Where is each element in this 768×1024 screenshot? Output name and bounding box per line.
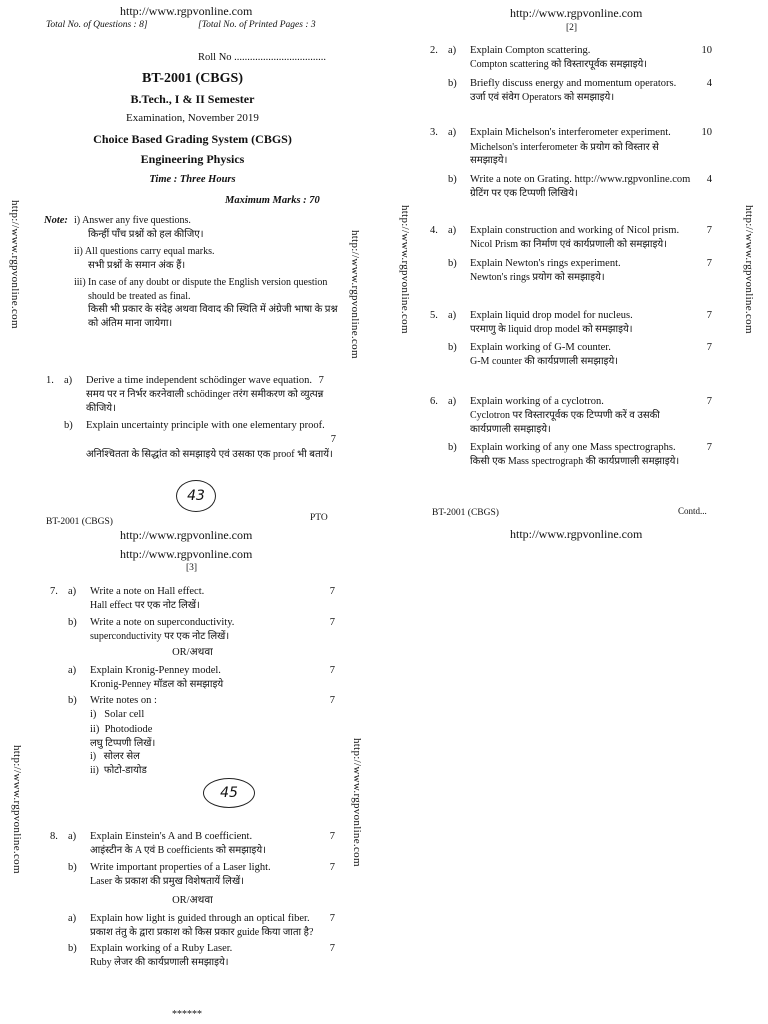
part-marks: 7 xyxy=(706,257,712,269)
note-label: Note: xyxy=(44,215,68,226)
part-text-hi: ग्रेटिंग पर एक टिप्पणी लिखिये। xyxy=(470,187,578,199)
part-marks: 7 xyxy=(706,395,712,407)
part-text-en: Explain working of G-M counter. xyxy=(470,342,611,354)
question-5 xyxy=(430,309,712,369)
q7-a-en: Write a note on Hall effect. xyxy=(90,586,205,597)
exam: Examination, November 2019 xyxy=(126,112,259,124)
watermark-mid-top: http://www.rgpvonline.com xyxy=(349,230,361,359)
q7-d-item-hi-2: ii) फोटो-डायोड xyxy=(90,764,147,776)
part-label: a) xyxy=(448,225,457,237)
q8-c-label: a) xyxy=(68,912,77,924)
q8-a-hi: आइंस्टीन के A एवं B coefficients को समझाइये। xyxy=(90,845,266,857)
note-iii-num: iii) xyxy=(74,277,86,288)
q1-b-mark: 7 xyxy=(330,434,336,446)
total-pages: [Total No. of Printed Pages : 3 xyxy=(198,20,316,30)
part-label: b) xyxy=(448,173,457,185)
q7-c-label: a) xyxy=(68,664,77,676)
page1-url: http://www.rgpvonline.com xyxy=(120,4,253,18)
q1-a-label: a) xyxy=(64,375,73,386)
question-4 xyxy=(430,224,712,284)
part-text-en: Explain working of any one Mass spectrographs. xyxy=(470,442,676,454)
q7-d-mark: 7 xyxy=(329,695,335,707)
watermark-midright-top: http://www.rgpvonline.com xyxy=(399,205,411,334)
q-num: 5. xyxy=(430,309,438,321)
part-label: b) xyxy=(448,77,457,89)
part-text-en: Explain construction and working of Nicol prism. xyxy=(470,225,680,237)
q-num: 6. xyxy=(430,395,438,407)
question-3 xyxy=(430,126,712,200)
total-questions: Total No. of Questions : 8] xyxy=(46,20,148,30)
subject: Engineering Physics xyxy=(140,152,245,166)
q7-b-mark: 7 xyxy=(329,616,335,628)
q7-d-label: b) xyxy=(68,695,77,707)
note-ii-hi: सभी प्रश्नों के समान अंक हैं। xyxy=(88,259,186,271)
grading-system: Choice Based Grading System (CBGS) xyxy=(93,132,292,146)
q1-b-label: b) xyxy=(64,420,73,432)
question-1 xyxy=(46,374,336,461)
q7-b-en: Write a note on superconductivity. xyxy=(90,616,235,628)
part-label: a) xyxy=(448,127,457,139)
question-8 xyxy=(50,830,335,970)
q8-d-hi: Ruby लेजर की कार्यप्रणाली समझाइये। xyxy=(90,957,229,969)
part-text-hi: किसी एक Mass spectrograph की कार्यप्रणाली समझाइये। xyxy=(470,456,680,468)
note-iii-en: In case of any doubt or dispute the English version question should be treated as final. xyxy=(88,277,328,302)
part-label: a) xyxy=(448,395,457,407)
part-label: a) xyxy=(448,309,457,321)
part-text-en: Write a note on Grating. http://www.rgpvonline.com xyxy=(470,173,691,185)
part-text-en: Briefly discuss energy and momentum operators. xyxy=(470,77,677,89)
part-label: b) xyxy=(448,257,457,269)
q8-d-mark: 7 xyxy=(329,943,335,955)
roll-no: Roll No ................................... xyxy=(198,52,327,63)
part-marks: 4 xyxy=(706,77,712,89)
question-7 xyxy=(50,585,335,777)
q-num: 4. xyxy=(430,225,438,237)
notes xyxy=(44,214,339,332)
q7-b-hi: superconductivity पर एक नोट लिखें। xyxy=(90,630,230,642)
question-6 xyxy=(430,395,712,469)
part-marks: 10 xyxy=(701,127,712,139)
q1-b-hi: अनिश्चितता के सिद्धांत को समझाइये एवं उसका एक proof भी बतायें। xyxy=(86,448,333,460)
part-label: b) xyxy=(448,442,457,454)
page1-footer-code: BT-2001 (CBGS) xyxy=(46,517,113,527)
q8-or: OR/अथवा xyxy=(172,895,213,907)
q7-num: 7. xyxy=(50,586,58,597)
end-marker: ****** xyxy=(172,1009,202,1020)
part-text-hi: उर्जा एवं संवेग Operators को समझाइये। xyxy=(470,91,615,103)
q7-d-hi: लघु टिप्पणी लिखें। xyxy=(90,737,156,749)
page3-number: [3] xyxy=(186,563,198,573)
part-marks: 10 xyxy=(701,45,712,56)
q7-d-item-hi-1: i) सोलर सेल xyxy=(90,751,140,763)
watermark-right-top: http://www.rgpvonline.com xyxy=(743,205,755,334)
part-text-hi: Newton's rings प्रयोग को समझाइये। xyxy=(470,272,605,284)
part-marks: 7 xyxy=(706,442,712,454)
question-2 xyxy=(430,44,712,104)
note-iii-hi: किसी भी प्रकार के संदेह अथवा विवाद की स्थिति में अंग्रेजी भाषा के प्रश्न को अंतिम माना जायेगा। xyxy=(88,304,338,329)
q7-b-label: b) xyxy=(68,616,77,628)
q7-a-hi: Hall effect पर एक नोट लिखें। xyxy=(90,600,200,612)
handwritten-score-45: 45 xyxy=(203,778,255,808)
note-ii-num: ii) xyxy=(74,246,83,257)
q7-a-label: a) xyxy=(68,586,77,597)
part-label: a) xyxy=(448,45,457,56)
page3-url: http://www.rgpvonline.com xyxy=(120,528,253,542)
q8-b-hi: Laser के प्रकाश की प्रमुख विशेषतायें लिखें। xyxy=(90,875,244,887)
q7-c-en: Explain Kronig-Penney model. xyxy=(90,664,221,676)
part-text-en: Explain Michelson's interferometer experiment. xyxy=(470,127,671,139)
q8-num: 8. xyxy=(50,831,58,842)
q1-a-mark: 7 xyxy=(318,375,324,386)
part-marks: 7 xyxy=(706,225,712,237)
q8-c-mark: 7 xyxy=(329,912,335,924)
watermark-mid-bottom: http://www.rgpvonline.com xyxy=(351,738,363,867)
course: B.Tech., I & II Semester xyxy=(130,92,255,106)
q1-a-hi: समय पर न निर्भर करनेवाली schödinger तरंग समीकरण को व्युत्पन्न कीजिये। xyxy=(86,389,324,414)
part-text-hi: Nicol Prism का निर्माण एवं कार्यप्रणाली को समझाइये। xyxy=(470,239,667,251)
page2-number: [2] xyxy=(566,23,578,33)
part-marks: 7 xyxy=(706,342,712,354)
part-label: b) xyxy=(448,342,457,354)
q1-a-en: Derive a time independent schödinger wave equation. xyxy=(86,375,312,386)
part-marks: 7 xyxy=(706,309,712,321)
page3-url-2: http://www.rgpvonline.com xyxy=(120,547,253,561)
page2-footer-code: BT-2001 (CBGS) xyxy=(432,508,499,518)
q1-b-en: Explain uncertainty principle with one elementary proof. xyxy=(86,420,325,432)
note-i-num: i) xyxy=(74,215,81,226)
q8-d-en: Explain working of a Ruby Laser. xyxy=(90,943,233,955)
q8-c-en: Explain how light is guided through an optical fiber. xyxy=(90,912,310,924)
q-num: 3. xyxy=(430,127,438,139)
page2-questions xyxy=(430,44,712,469)
q1-num: 1. xyxy=(46,375,54,386)
page1-footer-pto: PTO xyxy=(310,513,328,523)
page2-url: http://www.rgpvonline.com xyxy=(510,6,643,20)
q8-a-label: a) xyxy=(68,831,77,842)
paper-code: BT-2001 (CBGS) xyxy=(141,71,243,86)
handwritten-score-43: 43 xyxy=(176,480,216,512)
part-text-en: Explain Newton's rings experiment. xyxy=(470,257,621,269)
part-text-en: Explain working of a cyclotron. xyxy=(470,395,604,407)
part-text-hi: Michelson's interferometer के प्रयोग को विस्तार से समझाइये। xyxy=(470,141,659,167)
q-num: 2. xyxy=(430,45,438,56)
part-text-hi: Compton scattering को विस्तारपूर्वक समझाइये। xyxy=(470,59,648,71)
q7-d-item-2: ii) Photodiode xyxy=(90,723,153,735)
time: Time : Three Hours xyxy=(149,174,236,185)
part-text-hi: परमाणु के liquid drop model को समझाइये। xyxy=(470,323,633,335)
part-text-en: Explain liquid drop model for nucleus. xyxy=(470,309,633,321)
q8-c-hi: प्रकाश तंतु के द्वारा प्रकाश को किस प्रकार guide किया जाता है? xyxy=(90,926,314,938)
q7-c-hi: Kronig-Penney मॉडल को समझाइये xyxy=(90,678,224,690)
page2-footer-url: http://www.rgpvonline.com xyxy=(510,527,643,541)
q8-a-mark: 7 xyxy=(329,831,335,842)
q7-a-mark: 7 xyxy=(329,586,335,597)
note-i-en: Answer any five questions. xyxy=(82,215,191,226)
q7-or: OR/अथवा xyxy=(172,647,213,659)
watermark-left-bottom: http://www.rgpvonline.com xyxy=(11,745,23,874)
q8-b-en: Write important properties of a Laser light. xyxy=(90,861,271,873)
part-marks: 4 xyxy=(706,173,712,185)
q8-b-mark: 7 xyxy=(329,861,335,873)
q8-a-en: Explain Einstein's A and B coefficient. xyxy=(90,831,253,842)
max-marks: Maximum Marks : 70 xyxy=(225,195,320,206)
q7-d-item-1: i) Solar cell xyxy=(90,709,145,721)
note-ii-en: All questions carry equal marks. xyxy=(84,246,215,257)
page2-footer-contd: Contd... xyxy=(678,506,707,516)
part-text-hi: G-M counter की कार्यप्रणाली समझाइये। xyxy=(470,356,619,368)
q7-d-en: Write notes on : xyxy=(90,695,157,707)
q8-b-label: b) xyxy=(68,861,77,873)
q8-d-label: b) xyxy=(68,943,77,955)
note-i-hi: किन्हीं पाँच प्रश्नों को हल कीजिए। xyxy=(88,228,204,240)
watermark-left-top: http://www.rgpvonline.com xyxy=(9,200,21,329)
part-text-en: Explain Compton scattering. xyxy=(470,45,591,56)
part-text-hi: Cyclotron पर विस्तारपूर्वक एक टिप्पणी करें व उसकी कार्यप्रणाली समझाइये। xyxy=(470,410,660,435)
q7-c-mark: 7 xyxy=(329,664,335,676)
